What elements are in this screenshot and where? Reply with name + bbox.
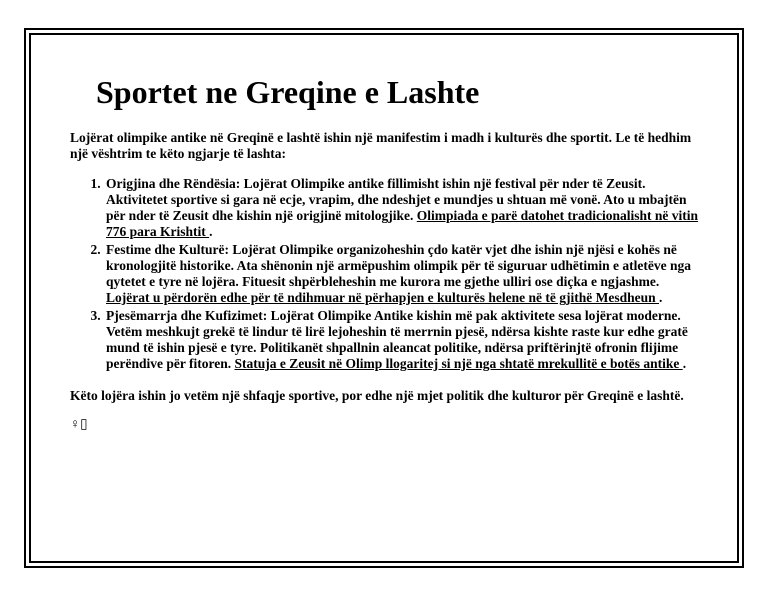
list-item bbox=[104, 308, 702, 372]
section-end: . bbox=[209, 224, 213, 239]
closing-text: Këto lojëra ishin jo vetëm një shfaqje sportive, por edhe një mjet politik dhe kulturor për Greqinë e lashtë. bbox=[70, 388, 684, 403]
section-text: Pjesëmarrja dhe Kufizimet: Lojërat Olimpike Antike kishin më pak aktivitete sesa lojërat moderne. Vetëm meshkujt grekë të lindur të lirë lejoheshin të merrnin pjesë, ndërsa kishte raste kur edhe gratë mund të ishin pjesë e tyre. Politikanët shpallnin aleancat politike, ndërsa priftërinjtë ofronin flijime perëndive për fitoren. bbox=[106, 308, 688, 371]
intro-paragraph: Lojërat olimpike antike në Greqinë e lashtë ishin një manifestim i madh i kulturës dhe sportit. Le të hedhim një vështrim te këto ngjarje të lashta: bbox=[70, 130, 692, 161]
reference-link[interactable]: Olimpiada e parë datohet tradicionalisht në vitin 776 para Krishtit bbox=[106, 208, 699, 239]
section-end: . bbox=[682, 356, 687, 371]
section-text: Festime dhe Kulturë: Lojërat Olimpike organizoheshin çdo katër vjet dhe ishin një njësi e kohës në kronologjitë historike. Ata shënonin një armëpushim olimpik për të siguruar udhëtimin e atletëve nga qytetet e tyre në lojëra. Fituesit shpërbleheshin me kurora me gjethe ulliri ose diçka e ngjashme. bbox=[106, 242, 692, 289]
list-item bbox=[104, 242, 702, 306]
reference-link[interactable]: Lojërat u përdorën edhe për të ndihmuar në përhapjen e kulturës helene në të gjithë Mesdheun bbox=[106, 290, 659, 305]
section-end: . bbox=[658, 290, 663, 305]
page-title: Sportet ne Greqine e Lashte bbox=[96, 74, 480, 110]
document-body bbox=[70, 72, 702, 438]
closing-paragraph bbox=[70, 382, 702, 438]
sections-list bbox=[70, 176, 702, 372]
female-symbol-icon: ♀▯ bbox=[70, 416, 88, 431]
reference-link[interactable]: Statuja e Zeusit në Olimp llogaritej si një nga shtatë mrekullitë e botës antike bbox=[234, 356, 683, 371]
section-text: Origjina dhe Rëndësia: Lojërat Olimpike antike fillimisht ishin një festival për nder të Zeusit. Aktivitetet sportive si gara në ecje, vrapim, dhe ndeshjet e mundjes u shtuan më vonë. Ato u mbajtën për nder të Zeusit dhe kishin një origjinë mitologjike. bbox=[106, 176, 687, 223]
list-item bbox=[104, 176, 702, 240]
